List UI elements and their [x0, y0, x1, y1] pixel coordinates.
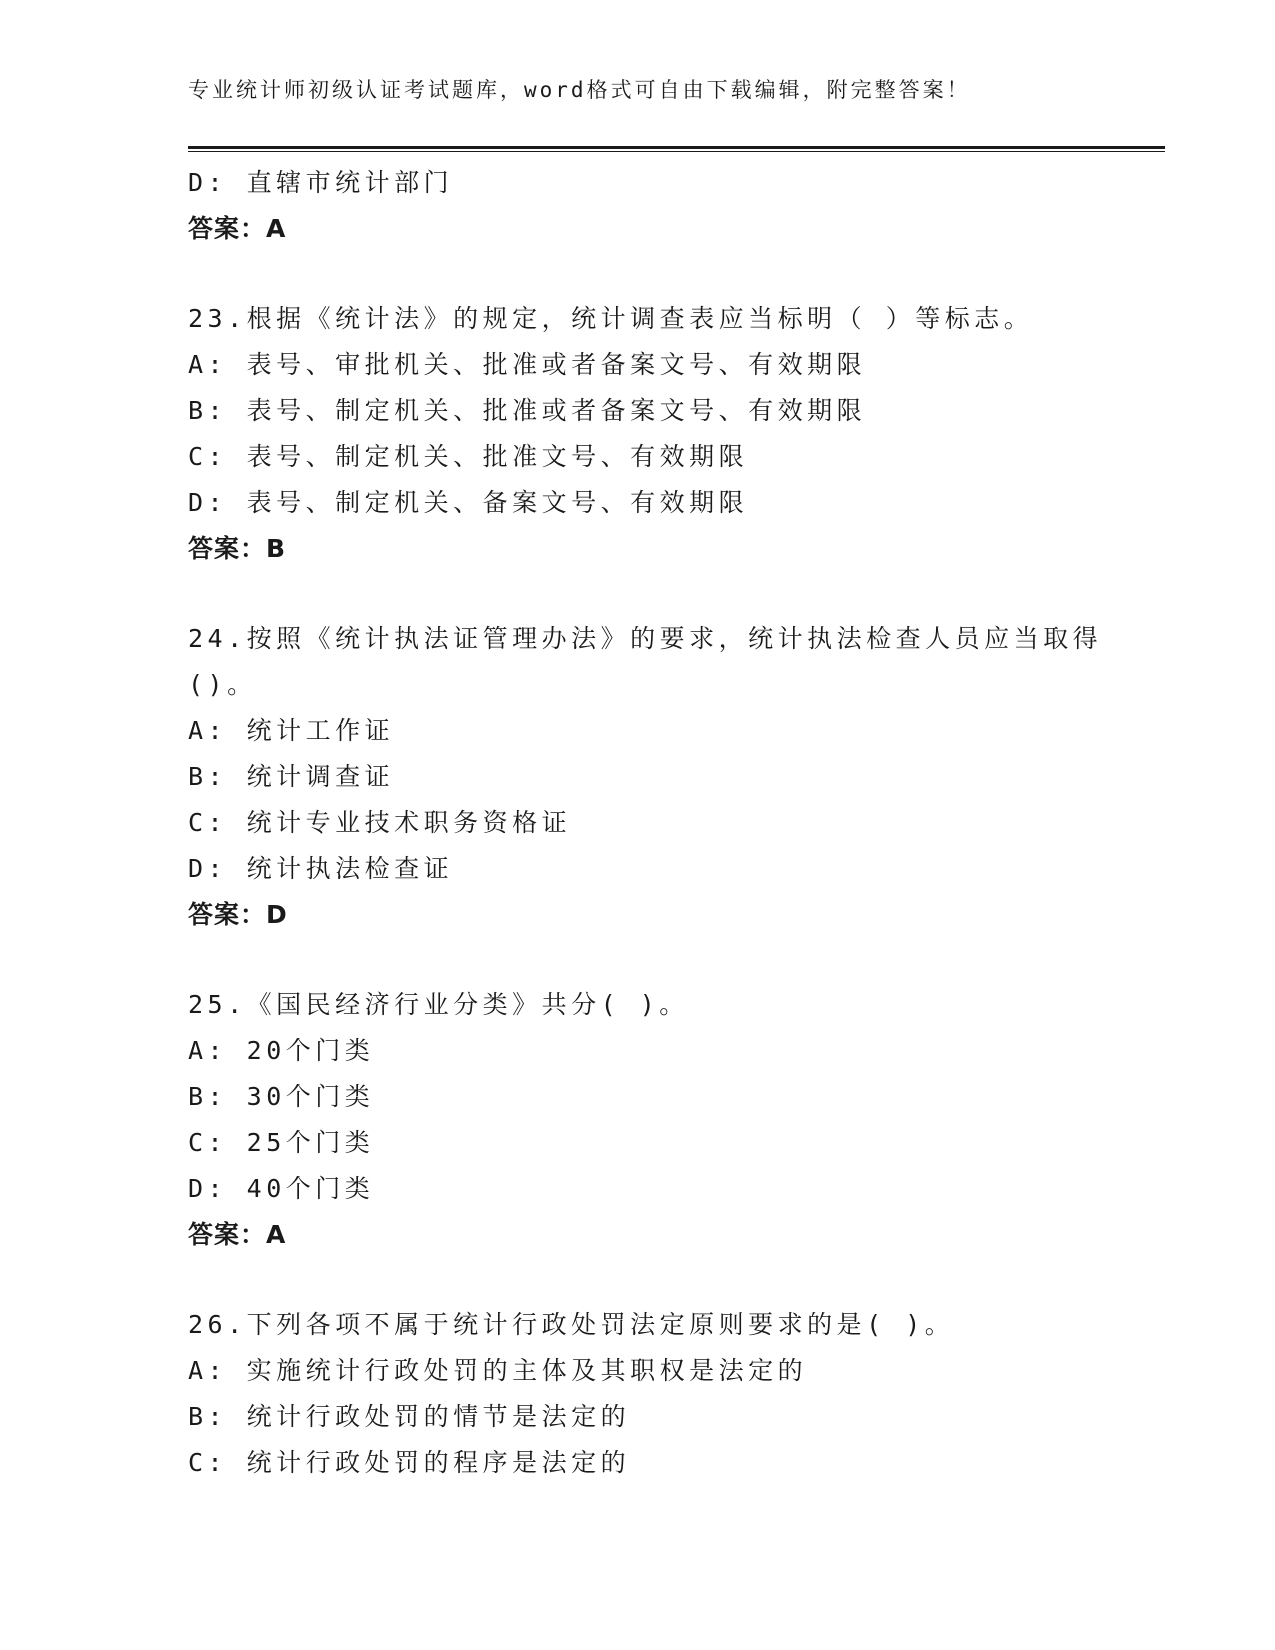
option-d: D: 直辖市统计部门 — [188, 168, 454, 197]
spacer — [188, 252, 1088, 296]
question-text: 25.《国民经济行业分类》共分( )。 — [188, 990, 689, 1019]
answer: 答案：D — [188, 900, 288, 929]
question-23 — [188, 296, 1088, 572]
option-a: A: 统计工作证 — [188, 716, 395, 745]
spacer — [188, 572, 1088, 616]
header-rule-thick — [188, 146, 1165, 149]
question-24 — [188, 616, 1103, 938]
answer: 答案：B — [188, 534, 287, 563]
option-a: A: 表号、审批机关、批准或者备案文号、有效期限 — [188, 350, 867, 379]
answer: 答案：A — [188, 214, 287, 243]
question-22-tail — [188, 160, 1088, 252]
question-text-line2: ()。 — [188, 670, 257, 699]
option-a: A: 实施统计行政处罚的主体及其职权是法定的 — [188, 1356, 808, 1385]
question-text: 26.下列各项不属于统计行政处罚法定原则要求的是( )。 — [188, 1310, 955, 1339]
option-d: D: 40个门类 — [188, 1174, 375, 1203]
option-d: D: 表号、制定机关、备案文号、有效期限 — [188, 488, 749, 517]
question-text: 23.根据《统计法》的规定，统计调查表应当标明（ ）等标志。 — [188, 304, 1034, 333]
answer: 答案：A — [188, 1220, 287, 1249]
option-c: C: 25个门类 — [188, 1128, 375, 1157]
option-b: B: 表号、制定机关、批准或者备案文号、有效期限 — [188, 396, 867, 425]
spacer — [188, 1258, 1088, 1302]
option-c: C: 表号、制定机关、批准文号、有效期限 — [188, 442, 749, 471]
question-text-line1: 24.按照《统计执法证管理办法》的要求，统计执法检查人员应当取得 — [188, 624, 1103, 653]
question-25 — [188, 982, 1088, 1258]
option-b: B: 统计行政处罚的情节是法定的 — [188, 1402, 631, 1431]
document-body — [188, 160, 1103, 1486]
option-b: B: 30个门类 — [188, 1082, 375, 1111]
option-d: D: 统计执法检查证 — [188, 854, 454, 883]
option-c: C: 统计行政处罚的程序是法定的 — [188, 1448, 631, 1477]
question-26 — [188, 1302, 1088, 1486]
option-a: A: 20个门类 — [188, 1036, 375, 1065]
header-rule-thin — [188, 151, 1165, 152]
spacer — [188, 938, 1088, 982]
option-b: B: 统计调查证 — [188, 762, 395, 791]
option-c: C: 统计专业技术职务资格证 — [188, 808, 572, 837]
page-header: 专业统计师初级认证考试题库，word格式可自由下载编辑，附完整答案！ — [188, 78, 971, 102]
